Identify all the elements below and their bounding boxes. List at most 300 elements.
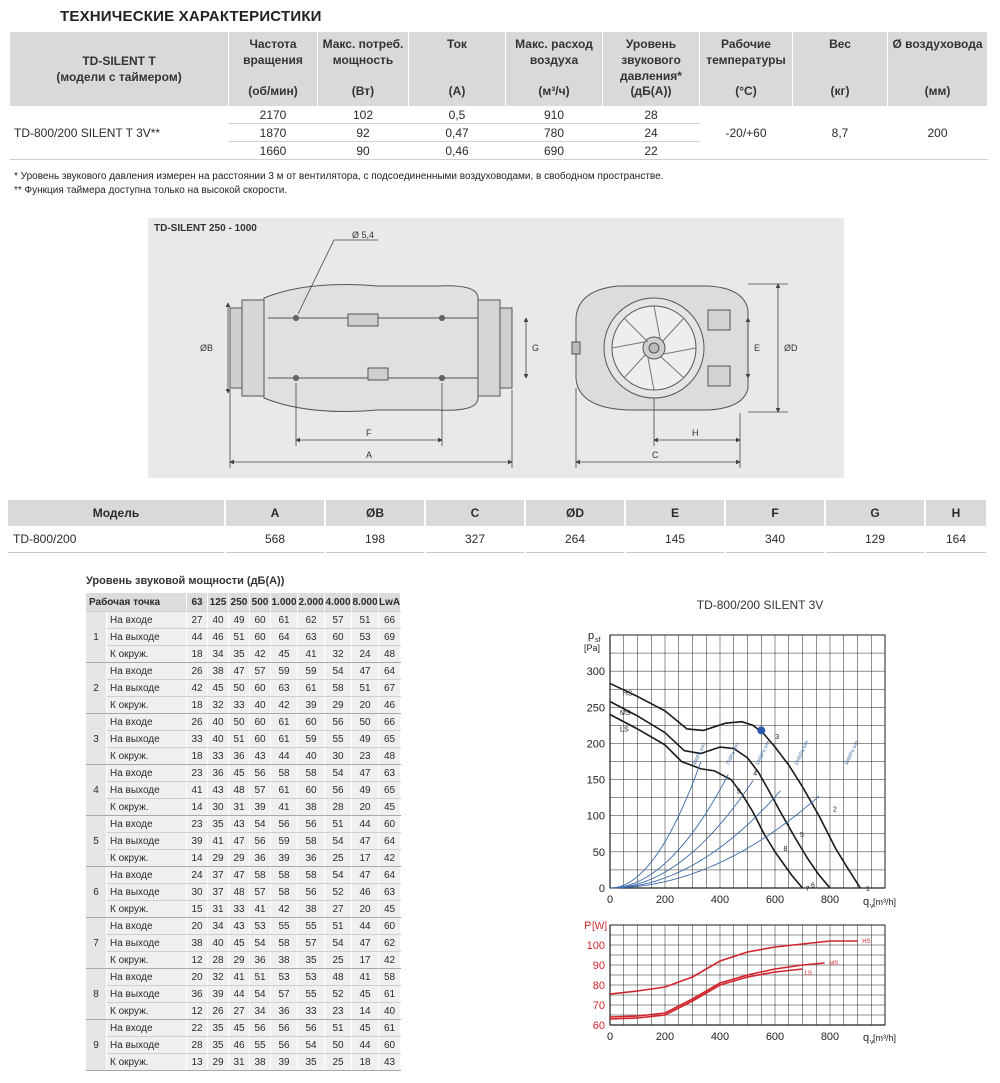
- sound-location: На входе: [107, 663, 187, 680]
- spec-col-flow: Макс. расход воздуха: [506, 32, 603, 84]
- sound-value: 32: [325, 646, 352, 663]
- spec-unit-flow: (м³/ч): [506, 84, 603, 106]
- sound-value: 34: [208, 918, 229, 935]
- sound-value: 47: [352, 867, 379, 884]
- sound-table-title: Уровень звуковой мощности (дБ(А)): [86, 575, 285, 587]
- dim-label-h: H: [692, 428, 699, 438]
- sound-value: 22: [187, 1020, 208, 1037]
- sound-header-band: 63: [187, 593, 208, 612]
- x-axis-subscript: v: [870, 1039, 874, 1046]
- dim-label-d: ØD: [784, 343, 798, 353]
- sound-value: 37: [208, 867, 229, 884]
- sound-value: 41: [271, 799, 298, 816]
- sound-row: [86, 816, 401, 833]
- y-tick-label: 50: [592, 846, 605, 859]
- sound-value: 58: [379, 969, 401, 986]
- spec-flow: 780: [506, 124, 603, 142]
- x-axis-title: q: [863, 896, 870, 908]
- sound-value: 64: [271, 629, 298, 646]
- sound-value: 53: [250, 918, 271, 935]
- sound-row: [86, 850, 401, 867]
- sound-location: К окруж.: [107, 1003, 187, 1020]
- sound-row: [86, 918, 401, 935]
- sound-value: 33: [298, 1003, 325, 1020]
- sound-value: 52: [325, 884, 352, 901]
- sound-value: 56: [250, 833, 271, 850]
- sound-value: 18: [187, 646, 208, 663]
- sound-row: [86, 884, 401, 901]
- sound-value: 56: [298, 1020, 325, 1037]
- sound-value: 36: [271, 1003, 298, 1020]
- sound-row: [86, 629, 401, 646]
- dim-header-model: Модель: [8, 500, 225, 526]
- sound-value: 43: [250, 748, 271, 765]
- sound-value: 45: [229, 1020, 250, 1037]
- dim-header-a: A: [225, 500, 325, 526]
- sound-value: 49: [352, 731, 379, 748]
- series-label: HS: [622, 690, 633, 698]
- spec-unit-duct: (мм): [888, 84, 988, 106]
- sound-value: 45: [229, 765, 250, 782]
- system-curve-label: 1500Pa s/m: [793, 739, 811, 767]
- sound-value: 39: [208, 986, 229, 1003]
- sound-value: 63: [298, 629, 325, 646]
- spec-model-header-line1: TD-SILENT T: [82, 54, 156, 68]
- sound-value: 14: [187, 850, 208, 867]
- sound-value: 64: [379, 663, 401, 680]
- sound-value: 56: [298, 884, 325, 901]
- spec-speed: 1660: [229, 142, 318, 160]
- spec-current: 0,47: [409, 124, 506, 142]
- spec-col-temp: Рабочие температуры: [700, 32, 793, 84]
- sound-value: 48: [325, 969, 352, 986]
- y-tick-label: 80: [592, 980, 605, 992]
- sound-location: На входе: [107, 714, 187, 731]
- dim-label-a: A: [366, 450, 373, 460]
- sound-value: 47: [229, 663, 250, 680]
- y-tick-label: 100: [586, 940, 605, 952]
- sound-value: 58: [250, 867, 271, 884]
- system-curve-label: 750Pa s/m: [725, 742, 741, 767]
- spec-col-sound: Уровень звукового давления*: [603, 32, 700, 84]
- sound-value: 38: [250, 1054, 271, 1071]
- sound-value: 45: [352, 986, 379, 1003]
- sound-row: [86, 867, 401, 884]
- sound-value: 44: [187, 629, 208, 646]
- sound-value: 54: [298, 1037, 325, 1054]
- sound-value: 51: [229, 629, 250, 646]
- x-tick-label: 600: [765, 1031, 785, 1043]
- sound-value: 56: [250, 765, 271, 782]
- spec-col-speed: Частота вращения: [229, 32, 318, 84]
- sound-value: 20: [352, 799, 379, 816]
- sound-value: 39: [271, 1054, 298, 1071]
- spec-flow: 690: [506, 142, 603, 160]
- sound-header-band: LwA: [379, 593, 401, 612]
- operating-point-label: 4: [753, 770, 758, 778]
- sound-value: 24: [352, 646, 379, 663]
- y-tick-label: 70: [592, 1000, 605, 1012]
- sound-value: 59: [298, 663, 325, 680]
- sound-value: 64: [379, 867, 401, 884]
- system-curve: [610, 774, 728, 888]
- pressure-chart: [584, 630, 896, 910]
- x-tick-label: 800: [820, 1031, 840, 1043]
- spec-sound: 22: [603, 142, 700, 160]
- sound-value: 30: [208, 799, 229, 816]
- sound-value: 29: [229, 850, 250, 867]
- sound-value: 27: [187, 612, 208, 629]
- sound-value: 39: [298, 697, 325, 714]
- spec-model-name: TD-800/200 SILENT T 3V**: [10, 106, 229, 160]
- sound-value: 55: [298, 986, 325, 1003]
- system-curve: [610, 791, 781, 888]
- sound-value: 60: [379, 918, 401, 935]
- sound-value: 25: [325, 850, 352, 867]
- spec-model-header: [10, 32, 229, 106]
- sound-value: 61: [271, 731, 298, 748]
- sound-value: 57: [325, 612, 352, 629]
- sound-row: [86, 748, 401, 765]
- sound-row: [86, 969, 401, 986]
- sound-value: 36: [250, 850, 271, 867]
- sound-value: 60: [298, 714, 325, 731]
- sound-header-band: 4.000: [325, 593, 352, 612]
- sound-location: На входе: [107, 612, 187, 629]
- x-tick-label: 0: [606, 894, 614, 906]
- sound-value: 29: [229, 952, 250, 969]
- side-view: [230, 285, 512, 412]
- sound-location: На входе: [107, 816, 187, 833]
- series-label: MS: [620, 709, 631, 717]
- dim-row: [8, 526, 987, 553]
- sound-row: [86, 935, 401, 952]
- sound-value: 65: [379, 782, 401, 799]
- sound-value: 61: [271, 714, 298, 731]
- sound-value: 41: [250, 901, 271, 918]
- sound-operating-point: 4: [86, 765, 107, 816]
- sound-value: 39: [187, 833, 208, 850]
- sound-location: К окруж.: [107, 901, 187, 918]
- sound-value: 30: [187, 884, 208, 901]
- sound-row: [86, 833, 401, 850]
- sound-value: 42: [271, 901, 298, 918]
- sound-value: 51: [325, 1020, 352, 1037]
- sound-value: 57: [271, 986, 298, 1003]
- sound-value: 45: [379, 901, 401, 918]
- y-axis-unit: [Pa]: [584, 643, 601, 653]
- dim-model: TD-800/200: [8, 526, 225, 553]
- sound-value: 40: [208, 935, 229, 952]
- dimensions-table: [8, 500, 988, 553]
- dim-g: 129: [825, 526, 925, 553]
- sound-value: 49: [352, 782, 379, 799]
- sound-value: 58: [298, 867, 325, 884]
- sound-value: 33: [229, 901, 250, 918]
- sound-value: 67: [379, 680, 401, 697]
- sound-value: 58: [298, 833, 325, 850]
- x-tick-label: 200: [655, 894, 675, 906]
- sound-value: 50: [325, 1037, 352, 1054]
- y-axis-subscript: sf: [595, 637, 601, 644]
- sound-value: 38: [298, 901, 325, 918]
- sound-value: 44: [352, 918, 379, 935]
- sound-value: 36: [187, 986, 208, 1003]
- sound-value: 26: [187, 714, 208, 731]
- system-curve-label: 400Pa s/m: [691, 742, 708, 767]
- sound-row: [86, 612, 401, 629]
- sound-value: 41: [352, 969, 379, 986]
- y-tick-label: 0: [598, 883, 605, 895]
- sound-value: 43: [229, 918, 250, 935]
- sound-value: 66: [379, 612, 401, 629]
- sound-value: 56: [271, 1020, 298, 1037]
- sound-value: 28: [208, 952, 229, 969]
- spec-sound: 24: [603, 124, 700, 142]
- sound-value: 54: [325, 833, 352, 850]
- sound-value: 46: [352, 884, 379, 901]
- sound-value: 45: [208, 680, 229, 697]
- sound-value: 58: [271, 884, 298, 901]
- power-chart: [584, 920, 896, 1046]
- chart-title: TD-800/200 SILENT 3V: [696, 598, 824, 612]
- dim-header-d: ØD: [525, 500, 625, 526]
- sound-value: 56: [271, 816, 298, 833]
- page-title: ТЕХНИЧЕСКИЕ ХАРАКТЕРИСТИКИ: [60, 8, 322, 25]
- sound-value: 23: [187, 816, 208, 833]
- sound-value: 29: [208, 850, 229, 867]
- sound-value: 38: [208, 663, 229, 680]
- sound-location: На входе: [107, 765, 187, 782]
- sound-value: 31: [229, 1054, 250, 1071]
- sound-row: [86, 714, 401, 731]
- sound-value: 18: [352, 1054, 379, 1071]
- y-tick-label: 300: [586, 666, 605, 679]
- sound-row: [86, 1020, 401, 1037]
- sound-value: 34: [208, 646, 229, 663]
- dim-h: 164: [925, 526, 987, 553]
- sound-value: 12: [187, 952, 208, 969]
- dim-f: 340: [725, 526, 825, 553]
- sound-value: 25: [325, 1054, 352, 1071]
- operating-point-label: 7: [805, 886, 810, 893]
- sound-value: 45: [229, 935, 250, 952]
- spec-unit-sound: (дБ(А)): [603, 84, 700, 106]
- sound-value: 48: [379, 748, 401, 765]
- sound-value: 36: [208, 765, 229, 782]
- sound-value: 17: [352, 850, 379, 867]
- sound-value: 58: [271, 935, 298, 952]
- dimension-drawing: [148, 218, 844, 478]
- sound-value: 61: [379, 986, 401, 1003]
- system-curve: [610, 780, 753, 888]
- sound-value: 65: [379, 731, 401, 748]
- sound-value: 52: [325, 986, 352, 1003]
- sound-value: 46: [379, 697, 401, 714]
- sound-value: 56: [325, 714, 352, 731]
- sound-value: 46: [229, 1037, 250, 1054]
- sound-header-band: 8.000: [352, 593, 379, 612]
- system-curve-label: 1000Pa s/m: [754, 739, 772, 767]
- x-axis-subscript: v: [870, 903, 874, 910]
- sound-value: 48: [229, 884, 250, 901]
- operating-point-label: 1: [866, 886, 870, 893]
- sound-value: 41: [229, 969, 250, 986]
- spec-weight: 8,7: [793, 106, 888, 160]
- spec-current: 0,46: [409, 142, 506, 160]
- sound-value: 60: [250, 731, 271, 748]
- sound-value: 42: [187, 680, 208, 697]
- sound-location: К окруж.: [107, 748, 187, 765]
- sound-value: 51: [229, 731, 250, 748]
- dim-label-e: E: [754, 343, 761, 353]
- sound-value: 60: [379, 816, 401, 833]
- sound-value: 24: [187, 867, 208, 884]
- sound-row: [86, 782, 401, 799]
- footnote-timer: ** Функция таймера доступна только на высокой скорости.: [14, 185, 288, 196]
- sound-value: 47: [352, 833, 379, 850]
- sound-row: [86, 765, 401, 782]
- sound-value: 48: [229, 782, 250, 799]
- sound-header-band: 500: [250, 593, 271, 612]
- operating-point-label: 3: [775, 734, 780, 742]
- spec-unit-speed: (об/мин): [229, 84, 318, 106]
- x-tick-label: 600: [765, 894, 785, 906]
- sound-value: 51: [352, 612, 379, 629]
- sound-value: 66: [379, 714, 401, 731]
- spec-sound: 28: [603, 106, 700, 124]
- sound-value: 51: [325, 918, 352, 935]
- sound-value: 69: [379, 629, 401, 646]
- hole-label: Ø 5,4: [352, 230, 375, 240]
- series-label: LS: [804, 971, 812, 977]
- sound-value: 45: [271, 646, 298, 663]
- sound-value: 31: [229, 799, 250, 816]
- sound-value: 40: [298, 748, 325, 765]
- sound-value: 26: [187, 663, 208, 680]
- performance-charts: [560, 625, 900, 1075]
- sound-value: 42: [379, 952, 401, 969]
- series-label: LS: [620, 726, 629, 734]
- sound-value: 56: [271, 1037, 298, 1054]
- sound-value: 26: [208, 1003, 229, 1020]
- spec-unit-power: (Вт): [318, 84, 409, 106]
- sound-row: [86, 697, 401, 714]
- sound-value: 36: [298, 850, 325, 867]
- dim-label-f: F: [366, 428, 372, 438]
- sound-location: На выходе: [107, 935, 187, 952]
- sound-value: 60: [379, 1037, 401, 1054]
- sound-value: 43: [229, 816, 250, 833]
- sound-power-table: [86, 593, 401, 1071]
- spec-col-weight: Вес: [793, 32, 888, 84]
- sound-value: 54: [325, 935, 352, 952]
- sound-value: 60: [250, 629, 271, 646]
- sound-value: 55: [298, 918, 325, 935]
- sound-value: 54: [325, 867, 352, 884]
- x-axis-unit: [m³/h]: [873, 897, 897, 907]
- sound-value: 46: [208, 629, 229, 646]
- x-tick-label: 800: [820, 894, 840, 906]
- sound-value: 44: [352, 1037, 379, 1054]
- sound-value: 17: [352, 952, 379, 969]
- dim-d: 264: [525, 526, 625, 553]
- spec-current: 0,5: [409, 106, 506, 124]
- operating-point-label: 2: [833, 806, 837, 814]
- sound-location: К окруж.: [107, 799, 187, 816]
- x-tick-label: 400: [710, 894, 730, 906]
- sound-value: 55: [325, 731, 352, 748]
- spec-duct: 200: [888, 106, 988, 160]
- sound-row: [86, 731, 401, 748]
- sound-location: На выходе: [107, 1037, 187, 1054]
- sound-value: 14: [352, 1003, 379, 1020]
- sound-operating-point: 6: [86, 867, 107, 918]
- dim-b: 198: [325, 526, 425, 553]
- sound-value: 33: [208, 748, 229, 765]
- y-tick-label: 250: [586, 702, 605, 715]
- sound-value: 63: [379, 884, 401, 901]
- sound-value: 57: [298, 935, 325, 952]
- sound-value: 53: [298, 969, 325, 986]
- sound-value: 47: [352, 935, 379, 952]
- sound-value: 23: [187, 765, 208, 782]
- y-tick-label: 100: [586, 810, 605, 823]
- x-tick-label: 0: [606, 1031, 614, 1043]
- spec-temp: -20/+60: [700, 106, 793, 160]
- sound-value: 38: [298, 799, 325, 816]
- sound-value: 53: [352, 629, 379, 646]
- dim-c: 327: [425, 526, 525, 553]
- sound-value: 15: [187, 901, 208, 918]
- sound-value: 41: [298, 646, 325, 663]
- sound-operating-point: 3: [86, 714, 107, 765]
- sound-value: 60: [298, 782, 325, 799]
- sound-value: 35: [208, 816, 229, 833]
- sound-value: 53: [271, 969, 298, 986]
- sound-value: 29: [325, 697, 352, 714]
- sound-value: 18: [187, 748, 208, 765]
- sound-operating-point: 9: [86, 1020, 107, 1071]
- sound-value: 36: [250, 952, 271, 969]
- sound-value: 20: [187, 918, 208, 935]
- sound-value: 59: [298, 731, 325, 748]
- sound-value: 57: [250, 663, 271, 680]
- sound-value: 13: [187, 1054, 208, 1071]
- sound-value: 28: [187, 1037, 208, 1054]
- sound-value: 58: [298, 765, 325, 782]
- dimension-drawing-svg: [148, 218, 844, 478]
- sound-value: 47: [229, 833, 250, 850]
- sound-value: 56: [298, 816, 325, 833]
- sound-location: К окруж.: [107, 952, 187, 969]
- spec-row: [10, 106, 988, 124]
- footnote-sound: * Уровень звукового давления измерен на расстоянии 3 м от вентилятора, с подсоединенными воздуховодами, в свободном пространстве.: [14, 171, 664, 182]
- sound-value: 62: [379, 935, 401, 952]
- spec-power: 92: [318, 124, 409, 142]
- sound-header-band: 250: [229, 593, 250, 612]
- sound-value: 20: [352, 697, 379, 714]
- sound-value: 33: [229, 697, 250, 714]
- dim-header-f: F: [725, 500, 825, 526]
- sound-value: 27: [325, 901, 352, 918]
- sound-value: 61: [298, 680, 325, 697]
- sound-value: 40: [208, 731, 229, 748]
- sound-value: 54: [250, 816, 271, 833]
- spec-unit-temp: (°С): [700, 84, 793, 106]
- sound-value: 44: [271, 748, 298, 765]
- sound-value: 56: [325, 782, 352, 799]
